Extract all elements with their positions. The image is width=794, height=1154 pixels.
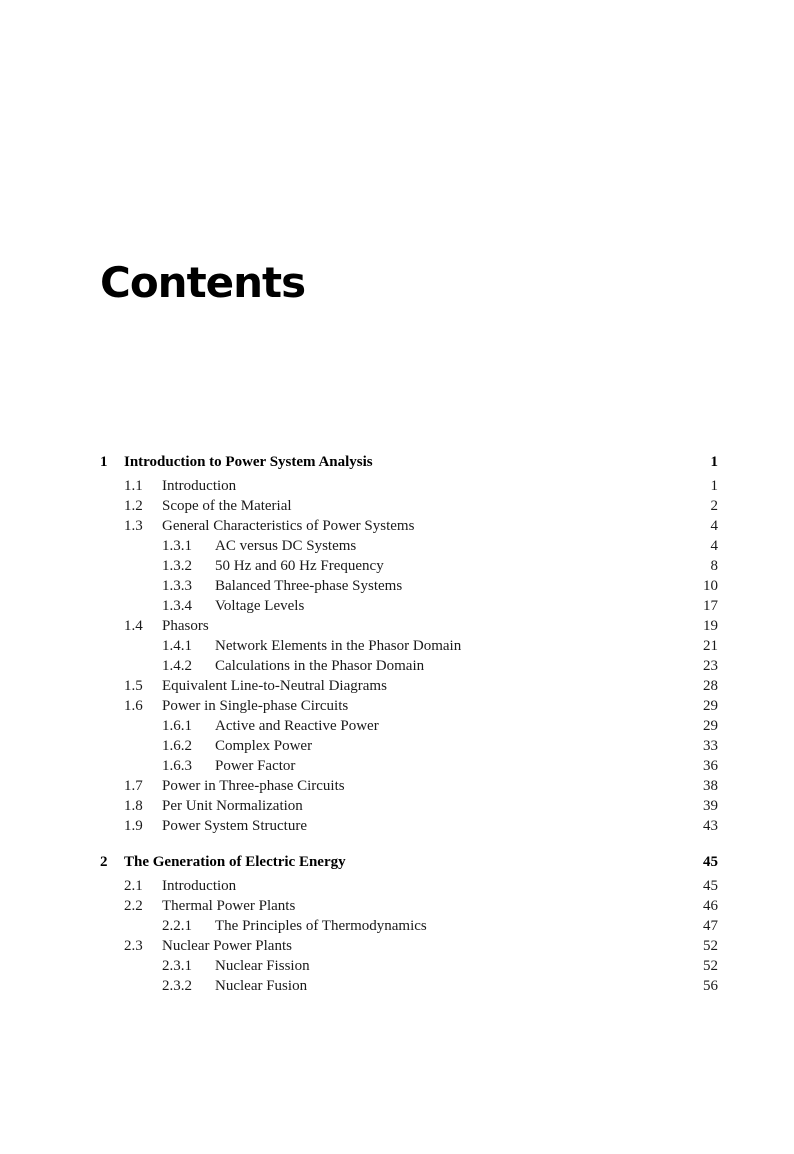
toc-entry-1-9[interactable] <box>100 816 718 836</box>
entry-number: 2.2.1 <box>162 918 192 934</box>
chapter-spacer <box>100 836 718 852</box>
entry-number: 2.1 <box>124 878 143 894</box>
entry-title: Introduction <box>162 478 237 494</box>
toc-entry-1-6-3[interactable] <box>100 756 718 776</box>
entry-number: 1.3.1 <box>162 538 192 554</box>
page-number: 29 <box>703 718 718 734</box>
toc-entry-1-5[interactable] <box>100 676 718 696</box>
entry-title: Calculations in the Phasor Domain <box>215 658 425 674</box>
entry-title: Power in Three-phase Circuits <box>162 778 345 794</box>
entry-title: Power Factor <box>215 758 296 774</box>
entry-title: Power System Structure <box>162 818 307 834</box>
toc-entry-1-4[interactable] <box>100 616 718 636</box>
page-number: 39 <box>703 798 718 814</box>
toc-entry-1-7[interactable] <box>100 776 718 796</box>
page-number: 33 <box>703 738 718 754</box>
page-number: 10 <box>703 578 718 594</box>
entry-title: 50 Hz and 60 Hz Frequency <box>215 558 384 574</box>
page-number: 1 <box>710 454 718 470</box>
entry-number: 2.3.1 <box>162 958 192 974</box>
toc-entry-2-3-1[interactable] <box>100 956 718 976</box>
entry-title: Equivalent Line-to-Neutral Diagrams <box>162 678 387 694</box>
toc-chapter-1[interactable] <box>100 452 718 472</box>
page-number: 36 <box>703 758 718 774</box>
entry-number: 1.8 <box>124 798 143 814</box>
toc-entry-2-1[interactable] <box>100 876 718 896</box>
toc-entry-1-6-1[interactable] <box>100 716 718 736</box>
toc-entry-1-2[interactable] <box>100 496 718 516</box>
page-title: Contents <box>100 258 306 307</box>
entry-number: 2.2 <box>124 898 143 914</box>
entry-title: Introduction <box>162 878 237 894</box>
toc-entry-1-6[interactable] <box>100 696 718 716</box>
page-number: 47 <box>703 918 718 934</box>
entry-title: Balanced Three-phase Systems <box>215 578 403 594</box>
page-number: 45 <box>703 878 718 894</box>
entry-number: 1.4.1 <box>162 638 192 654</box>
entry-number: 1.6 <box>124 698 143 714</box>
page-number: 38 <box>703 778 718 794</box>
page-number: 2 <box>710 498 718 514</box>
entry-title: Active and Reactive Power <box>215 718 379 734</box>
entry-number: 2.3 <box>124 938 143 954</box>
entry-title: Nuclear Power Plants <box>162 938 292 954</box>
table-of-contents <box>100 452 718 996</box>
entry-title: Voltage Levels <box>215 598 305 614</box>
entry-title: General Characteristics of Power Systems <box>162 518 415 534</box>
page-number: 29 <box>703 698 718 714</box>
page-number: 28 <box>703 678 718 694</box>
toc-entry-1-4-2[interactable] <box>100 656 718 676</box>
entry-number: 1.3.4 <box>162 598 192 614</box>
entry-number: 2.3.2 <box>162 978 192 994</box>
toc-entry-1-6-2[interactable] <box>100 736 718 756</box>
toc-entry-1-4-1[interactable] <box>100 636 718 656</box>
page-number: 17 <box>703 598 718 614</box>
entry-number: 1.3.2 <box>162 558 192 574</box>
page-number: 21 <box>703 638 718 654</box>
page-number: 56 <box>703 978 718 994</box>
entry-title: Complex Power <box>215 738 313 754</box>
page-number: 52 <box>703 958 718 974</box>
toc-entry-2-2-1[interactable] <box>100 916 718 936</box>
page-number: 52 <box>703 938 718 954</box>
page-number: 45 <box>703 854 718 870</box>
entry-title: Scope of the Material <box>162 498 292 514</box>
entry-title: Nuclear Fission <box>215 958 310 974</box>
entry-number: 1.2 <box>124 498 143 514</box>
entry-title: Phasors <box>162 618 209 634</box>
entry-number: 1.3.3 <box>162 578 192 594</box>
page-number: 46 <box>703 898 718 914</box>
toc-entry-1-3[interactable] <box>100 516 718 536</box>
toc-entry-2-2[interactable] <box>100 896 718 916</box>
entry-number: 1.4 <box>124 618 143 634</box>
toc-entry-1-1[interactable] <box>100 476 718 496</box>
toc-entry-1-8[interactable] <box>100 796 718 816</box>
page-number: 1 <box>710 478 718 494</box>
entry-title: The Principles of Thermodynamics <box>215 918 427 934</box>
entry-number: 1.5 <box>124 678 143 694</box>
page-number: 23 <box>703 658 718 674</box>
entry-title: Per Unit Normalization <box>162 798 303 814</box>
toc-entry-2-3-2[interactable] <box>100 976 718 996</box>
page-number: 19 <box>703 618 718 634</box>
entry-number: 1.6.3 <box>162 758 192 774</box>
page-number: 4 <box>710 538 718 554</box>
toc-entry-1-3-2[interactable] <box>100 556 718 576</box>
entry-number: 1.3 <box>124 518 143 534</box>
entry-title: Power in Single-phase Circuits <box>162 698 349 714</box>
toc-entry-1-3-4[interactable] <box>100 596 718 616</box>
page-number: 8 <box>710 558 718 574</box>
chapter-title: Introduction to Power System Analysis <box>124 454 373 470</box>
entry-number: 1.1 <box>124 478 143 494</box>
entry-number: 1.9 <box>124 818 143 834</box>
entry-number: 1.4.2 <box>162 658 192 674</box>
toc-chapter-2[interactable] <box>100 852 718 872</box>
entry-title: AC versus DC Systems <box>215 538 357 554</box>
toc-entry-1-3-1[interactable] <box>100 536 718 556</box>
chapter-number: 2 <box>100 854 108 870</box>
chapter-title: The Generation of Electric Energy <box>124 854 346 870</box>
toc-entry-2-3[interactable] <box>100 936 718 956</box>
page-number: 4 <box>710 518 718 534</box>
entry-number: 1.7 <box>124 778 143 794</box>
entry-title: Thermal Power Plants <box>162 898 296 914</box>
entry-number: 1.6.1 <box>162 718 192 734</box>
entry-title: Network Elements in the Phasor Domain <box>215 638 462 654</box>
entry-number: 1.6.2 <box>162 738 192 754</box>
page-number: 43 <box>703 818 718 834</box>
toc-entry-1-3-3[interactable] <box>100 576 718 596</box>
chapter-number: 1 <box>100 454 108 470</box>
entry-title: Nuclear Fusion <box>215 978 308 994</box>
